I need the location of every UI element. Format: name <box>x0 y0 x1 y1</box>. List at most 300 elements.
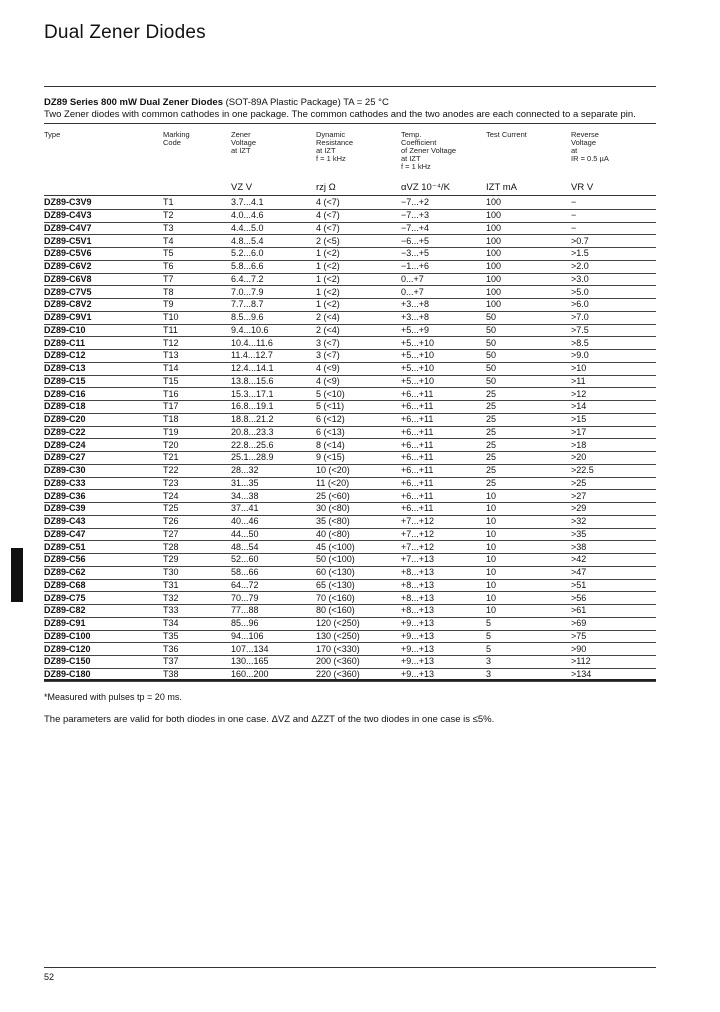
dynamic-resistance-cell: 4 (<7) <box>316 209 401 222</box>
test-current-cell: 25 <box>486 426 571 439</box>
zener-voltage-cell: 15.3...17.1 <box>231 388 316 401</box>
type-cell: DZ89-C8V2 <box>44 299 163 312</box>
temp-coefficient-cell: +9...+13 <box>401 668 486 681</box>
temp-coefficient-cell: +6...+11 <box>401 388 486 401</box>
zener-voltage-cell: 4.0...4.6 <box>231 209 316 222</box>
dynamic-resistance-cell: 1 (<2) <box>316 299 401 312</box>
test-current-cell: 10 <box>486 592 571 605</box>
series-package: (SOT-89A Plastic Package) TA = 25 °C <box>222 97 389 108</box>
test-current-cell: 100 <box>486 209 571 222</box>
temp-coefficient-cell: −7...+4 <box>401 222 486 235</box>
zener-voltage-cell: 5.2...6.0 <box>231 248 316 261</box>
test-current-cell: 50 <box>486 375 571 388</box>
type-cell: DZ89-C12 <box>44 350 163 363</box>
dynamic-resistance-cell: 9 (<15) <box>316 452 401 465</box>
table-row <box>44 235 656 248</box>
reverse-voltage-cell: >8.5 <box>571 337 656 350</box>
marking-cell: T26 <box>163 515 231 528</box>
zener-voltage-cell: 44...50 <box>231 528 316 541</box>
reverse-voltage-cell: >11 <box>571 375 656 388</box>
zener-voltage-cell: 9.4...10.6 <box>231 324 316 337</box>
marking-cell: T23 <box>163 477 231 490</box>
marking-cell: T34 <box>163 617 231 630</box>
temp-coefficient-cell: +6...+11 <box>401 426 486 439</box>
type-cell: DZ89-C91 <box>44 617 163 630</box>
table-end-rule <box>44 679 656 681</box>
test-current-cell: 50 <box>486 337 571 350</box>
type-cell: DZ89-C20 <box>44 413 163 426</box>
table-row <box>44 388 656 401</box>
test-current-cell: 5 <box>486 617 571 630</box>
zener-voltage-cell: 3.7...4.1 <box>231 197 316 209</box>
reverse-voltage-cell: >1.5 <box>571 248 656 261</box>
series-description: Two Zener diodes with common cathodes in one package. The common cathodes and the two anodes are each connected to a separate pin. <box>44 109 636 120</box>
marking-cell: T14 <box>163 362 231 375</box>
table-row <box>44 197 656 209</box>
test-current-cell: 10 <box>486 541 571 554</box>
top-rule <box>44 86 656 87</box>
table-row <box>44 209 656 222</box>
temp-coefficient-cell: −7...+2 <box>401 197 486 209</box>
test-current-cell: 100 <box>486 235 571 248</box>
test-current-cell: 100 <box>486 286 571 299</box>
zener-voltage-cell: 37...41 <box>231 503 316 516</box>
test-current-cell: 100 <box>486 299 571 312</box>
test-current-cell: 50 <box>486 362 571 375</box>
dynamic-resistance-cell: 65 (<130) <box>316 579 401 592</box>
header-rule <box>44 123 656 124</box>
zener-voltage-cell: 52...60 <box>231 554 316 567</box>
table-row <box>44 362 656 375</box>
test-current-cell: 100 <box>486 248 571 261</box>
temp-coefficient-cell: +6...+11 <box>401 452 486 465</box>
zener-voltage-cell: 77...88 <box>231 605 316 618</box>
temp-coefficient-cell: +6...+11 <box>401 401 486 414</box>
type-cell: DZ89-C180 <box>44 668 163 681</box>
zener-voltage-cell: 16.8...19.1 <box>231 401 316 414</box>
marking-cell: T13 <box>163 350 231 363</box>
reverse-voltage-cell: >27 <box>571 490 656 503</box>
table-row <box>44 439 656 452</box>
marking-cell: T3 <box>163 222 231 235</box>
unit-temp-coefficient: αVZ 10⁻⁴/K <box>401 182 450 193</box>
test-current-cell: 50 <box>486 324 571 337</box>
type-cell: DZ89-C39 <box>44 503 163 516</box>
temp-coefficient-cell: +6...+11 <box>401 503 486 516</box>
table-row <box>44 286 656 299</box>
zener-voltage-cell: 64...72 <box>231 579 316 592</box>
temp-coefficient-cell: +6...+11 <box>401 464 486 477</box>
temp-coefficient-cell: +6...+11 <box>401 477 486 490</box>
marking-cell: T27 <box>163 528 231 541</box>
type-cell: DZ89-C16 <box>44 388 163 401</box>
type-cell: DZ89-C10 <box>44 324 163 337</box>
test-current-cell: 10 <box>486 605 571 618</box>
temp-coefficient-cell: +5...+9 <box>401 324 486 337</box>
reverse-voltage-cell: − <box>571 197 656 209</box>
unit-test-current: IZT mA <box>486 182 517 193</box>
test-current-cell: 25 <box>486 464 571 477</box>
table-row <box>44 592 656 605</box>
reverse-voltage-cell: >25 <box>571 477 656 490</box>
marking-cell: T5 <box>163 248 231 261</box>
test-current-cell: 3 <box>486 668 571 681</box>
table-row <box>44 401 656 414</box>
reverse-voltage-cell: >75 <box>571 630 656 643</box>
type-cell: DZ89-C4V7 <box>44 222 163 235</box>
reverse-voltage-cell: >42 <box>571 554 656 567</box>
type-cell: DZ89-C82 <box>44 605 163 618</box>
marking-cell: T8 <box>163 286 231 299</box>
table-row <box>44 477 656 490</box>
marking-cell: T18 <box>163 413 231 426</box>
type-cell: DZ89-C68 <box>44 579 163 592</box>
temp-coefficient-cell: +6...+11 <box>401 413 486 426</box>
type-cell: DZ89-C47 <box>44 528 163 541</box>
dynamic-resistance-cell: 40 (<80) <box>316 528 401 541</box>
temp-coefficient-cell: +9...+13 <box>401 656 486 669</box>
zener-voltage-cell: 10.4...11.6 <box>231 337 316 350</box>
test-current-cell: 3 <box>486 656 571 669</box>
marking-cell: T15 <box>163 375 231 388</box>
temp-coefficient-cell: +3...+8 <box>401 299 486 312</box>
zener-voltage-cell: 58...66 <box>231 566 316 579</box>
marking-cell: T11 <box>163 324 231 337</box>
table-row <box>44 260 656 273</box>
table-row <box>44 643 656 656</box>
unit-dynamic-resistance: rzj Ω <box>316 182 336 193</box>
dynamic-resistance-cell: 3 (<7) <box>316 350 401 363</box>
dynamic-resistance-cell: 4 (<7) <box>316 197 401 209</box>
dynamic-resistance-cell: 60 (<130) <box>316 566 401 579</box>
marking-cell: T29 <box>163 554 231 567</box>
test-current-cell: 10 <box>486 566 571 579</box>
zener-voltage-cell: 130...165 <box>231 656 316 669</box>
header-zener-voltage: Zener Voltage at IZT <box>231 130 257 155</box>
marking-cell: T20 <box>163 439 231 452</box>
zener-diode-table <box>44 197 656 682</box>
table-row <box>44 515 656 528</box>
zener-voltage-cell: 5.8...6.6 <box>231 260 316 273</box>
reverse-voltage-cell: >61 <box>571 605 656 618</box>
test-current-cell: 25 <box>486 477 571 490</box>
reverse-voltage-cell: >38 <box>571 541 656 554</box>
reverse-voltage-cell: >14 <box>571 401 656 414</box>
header-marking: Marking Code <box>163 130 190 147</box>
pulse-note: *Measured with pulses tp = 20 ms. <box>44 692 182 702</box>
type-cell: DZ89-C7V5 <box>44 286 163 299</box>
dynamic-resistance-cell: 130 (<250) <box>316 630 401 643</box>
header-test-current: Test Current <box>486 130 527 139</box>
zener-voltage-cell: 22.8...25.6 <box>231 439 316 452</box>
dynamic-resistance-cell: 1 (<2) <box>316 248 401 261</box>
dynamic-resistance-cell: 1 (<2) <box>316 273 401 286</box>
dynamic-resistance-cell: 10 (<20) <box>316 464 401 477</box>
marking-cell: T22 <box>163 464 231 477</box>
reverse-voltage-cell: >18 <box>571 439 656 452</box>
zener-voltage-cell: 4.8...5.4 <box>231 235 316 248</box>
table-row <box>44 375 656 388</box>
zener-voltage-cell: 40...46 <box>231 515 316 528</box>
dynamic-resistance-cell: 2 (<5) <box>316 235 401 248</box>
table-row <box>44 337 656 350</box>
type-cell: DZ89-C4V3 <box>44 209 163 222</box>
test-current-cell: 50 <box>486 311 571 324</box>
marking-cell: T19 <box>163 426 231 439</box>
reverse-voltage-cell: >56 <box>571 592 656 605</box>
test-current-cell: 5 <box>486 630 571 643</box>
table-row <box>44 503 656 516</box>
dynamic-resistance-cell: 1 (<2) <box>316 286 401 299</box>
dynamic-resistance-cell: 200 (<360) <box>316 656 401 669</box>
table-row <box>44 311 656 324</box>
header-reverse-voltage: Reverse Voltage at IR = 0.5 µA <box>571 130 609 163</box>
type-cell: DZ89-C51 <box>44 541 163 554</box>
reverse-voltage-cell: >12 <box>571 388 656 401</box>
reverse-voltage-cell: >2.0 <box>571 260 656 273</box>
marking-cell: T12 <box>163 337 231 350</box>
marking-cell: T37 <box>163 656 231 669</box>
dynamic-resistance-cell: 70 (<160) <box>316 592 401 605</box>
dynamic-resistance-cell: 3 (<7) <box>316 337 401 350</box>
dynamic-resistance-cell: 6 (<13) <box>316 426 401 439</box>
test-current-cell: 5 <box>486 643 571 656</box>
zener-voltage-cell: 7.7...8.7 <box>231 299 316 312</box>
marking-cell: T32 <box>163 592 231 605</box>
marking-cell: T2 <box>163 209 231 222</box>
type-cell: DZ89-C5V6 <box>44 248 163 261</box>
dynamic-resistance-cell: 120 (<250) <box>316 617 401 630</box>
type-cell: DZ89-C33 <box>44 477 163 490</box>
table-row <box>44 554 656 567</box>
dynamic-resistance-cell: 2 (<4) <box>316 311 401 324</box>
type-cell: DZ89-C15 <box>44 375 163 388</box>
table-row <box>44 273 656 286</box>
test-current-cell: 100 <box>486 273 571 286</box>
table-row <box>44 426 656 439</box>
marking-cell: T10 <box>163 311 231 324</box>
type-cell: DZ89-C27 <box>44 452 163 465</box>
page-number: 52 <box>44 972 55 982</box>
unit-reverse-voltage: VR V <box>571 182 594 193</box>
type-cell: DZ89-C5V1 <box>44 235 163 248</box>
reverse-voltage-cell: >22.5 <box>571 464 656 477</box>
dynamic-resistance-cell: 25 (<60) <box>316 490 401 503</box>
temp-coefficient-cell: 0...+7 <box>401 286 486 299</box>
dynamic-resistance-cell: 45 (<100) <box>316 541 401 554</box>
table-row <box>44 566 656 579</box>
temp-coefficient-cell: −7...+3 <box>401 209 486 222</box>
reverse-voltage-cell: >32 <box>571 515 656 528</box>
zener-voltage-cell: 8.5...9.6 <box>231 311 316 324</box>
temp-coefficient-cell: +5...+10 <box>401 375 486 388</box>
header-dynamic-resistance: Dynamic Resistance at IZT f = 1 kHz <box>316 130 354 163</box>
footer-rule <box>44 967 656 968</box>
test-current-cell: 100 <box>486 222 571 235</box>
reverse-voltage-cell: >15 <box>571 413 656 426</box>
test-current-cell: 10 <box>486 490 571 503</box>
reverse-voltage-cell: >10 <box>571 362 656 375</box>
dynamic-resistance-cell: 6 (<12) <box>316 413 401 426</box>
table-row <box>44 464 656 477</box>
zener-voltage-cell: 7.0...7.9 <box>231 286 316 299</box>
dynamic-resistance-cell: 4 (<7) <box>316 222 401 235</box>
marking-cell: T4 <box>163 235 231 248</box>
marking-cell: T38 <box>163 668 231 681</box>
zener-voltage-cell: 11.4...12.7 <box>231 350 316 363</box>
marking-cell: T6 <box>163 260 231 273</box>
reverse-voltage-cell: >69 <box>571 617 656 630</box>
reverse-voltage-cell: >7.0 <box>571 311 656 324</box>
marking-cell: T35 <box>163 630 231 643</box>
reverse-voltage-cell: >35 <box>571 528 656 541</box>
table-row <box>44 579 656 592</box>
zener-voltage-cell: 70...79 <box>231 592 316 605</box>
type-cell: DZ89-C9V1 <box>44 311 163 324</box>
reverse-voltage-cell: >7.5 <box>571 324 656 337</box>
test-current-cell: 25 <box>486 401 571 414</box>
marking-cell: T7 <box>163 273 231 286</box>
temp-coefficient-cell: +7...+13 <box>401 554 486 567</box>
reverse-voltage-cell: >112 <box>571 656 656 669</box>
marking-cell: T28 <box>163 541 231 554</box>
table-row <box>44 541 656 554</box>
marking-cell: T33 <box>163 605 231 618</box>
type-cell: DZ89-C75 <box>44 592 163 605</box>
type-cell: DZ89-C100 <box>44 630 163 643</box>
dynamic-resistance-cell: 170 (<330) <box>316 643 401 656</box>
temp-coefficient-cell: +5...+10 <box>401 337 486 350</box>
type-cell: DZ89-C3V9 <box>44 197 163 209</box>
temp-coefficient-cell: +9...+13 <box>401 643 486 656</box>
dynamic-resistance-cell: 220 (<360) <box>316 668 401 681</box>
temp-coefficient-cell: +5...+10 <box>401 362 486 375</box>
zener-voltage-cell: 107...134 <box>231 643 316 656</box>
table-row <box>44 350 656 363</box>
temp-coefficient-cell: −1...+6 <box>401 260 486 273</box>
temp-coefficient-cell: +8...+13 <box>401 592 486 605</box>
marking-cell: T21 <box>163 452 231 465</box>
reverse-voltage-cell: >47 <box>571 566 656 579</box>
test-current-cell: 10 <box>486 579 571 592</box>
test-current-cell: 10 <box>486 503 571 516</box>
unit-rule <box>44 195 656 196</box>
dynamic-resistance-cell: 5 (<11) <box>316 401 401 414</box>
temp-coefficient-cell: +9...+13 <box>401 630 486 643</box>
marking-cell: T16 <box>163 388 231 401</box>
zener-voltage-cell: 94...106 <box>231 630 316 643</box>
series-name: DZ89 Series 800 mW Dual Zener Diodes <box>44 97 223 108</box>
temp-coefficient-cell: +8...+13 <box>401 605 486 618</box>
reverse-voltage-cell: >90 <box>571 643 656 656</box>
temp-coefficient-cell: +9...+13 <box>401 617 486 630</box>
header-type: Type <box>44 130 61 139</box>
type-cell: DZ89-C43 <box>44 515 163 528</box>
marking-cell: T1 <box>163 197 231 209</box>
test-current-cell: 25 <box>486 439 571 452</box>
type-cell: DZ89-C11 <box>44 337 163 350</box>
section-tab-marker <box>11 548 23 602</box>
dynamic-resistance-cell: 5 (<10) <box>316 388 401 401</box>
temp-coefficient-cell: +7...+12 <box>401 515 486 528</box>
type-cell: DZ89-C22 <box>44 426 163 439</box>
type-cell: DZ89-C30 <box>44 464 163 477</box>
zener-voltage-cell: 20.8...23.3 <box>231 426 316 439</box>
zener-voltage-cell: 31...35 <box>231 477 316 490</box>
type-cell: DZ89-C150 <box>44 656 163 669</box>
test-current-cell: 10 <box>486 554 571 567</box>
reverse-voltage-cell: >17 <box>571 426 656 439</box>
parameters-note: The parameters are valid for both diodes in one case. ΔVZ and ΔZZT of the two diodes in one case is ≤5%. <box>44 714 495 725</box>
test-current-cell: 50 <box>486 350 571 363</box>
temp-coefficient-cell: +7...+12 <box>401 528 486 541</box>
type-cell: DZ89-C6V2 <box>44 260 163 273</box>
dynamic-resistance-cell: 1 (<2) <box>316 260 401 273</box>
table-row <box>44 605 656 618</box>
zener-voltage-cell: 85...96 <box>231 617 316 630</box>
type-cell: DZ89-C18 <box>44 401 163 414</box>
dynamic-resistance-cell: 50 (<100) <box>316 554 401 567</box>
type-cell: DZ89-C13 <box>44 362 163 375</box>
dynamic-resistance-cell: 11 (<20) <box>316 477 401 490</box>
temp-coefficient-cell: +6...+11 <box>401 439 486 452</box>
reverse-voltage-cell: >51 <box>571 579 656 592</box>
test-current-cell: 100 <box>486 260 571 273</box>
temp-coefficient-cell: +8...+13 <box>401 566 486 579</box>
temp-coefficient-cell: +8...+13 <box>401 579 486 592</box>
temp-coefficient-cell: −3...+5 <box>401 248 486 261</box>
table-row <box>44 222 656 235</box>
temp-coefficient-cell: −6...+5 <box>401 235 486 248</box>
dynamic-resistance-cell: 30 (<80) <box>316 503 401 516</box>
dynamic-resistance-cell: 4 (<9) <box>316 362 401 375</box>
test-current-cell: 25 <box>486 388 571 401</box>
table-row <box>44 248 656 261</box>
type-cell: DZ89-C36 <box>44 490 163 503</box>
zener-voltage-cell: 28...32 <box>231 464 316 477</box>
reverse-voltage-cell: − <box>571 222 656 235</box>
page-title: Dual Zener Diodes <box>44 22 206 43</box>
reverse-voltage-cell: >20 <box>571 452 656 465</box>
zener-voltage-cell: 18.8...21.2 <box>231 413 316 426</box>
reverse-voltage-cell: − <box>571 209 656 222</box>
dynamic-resistance-cell: 4 (<9) <box>316 375 401 388</box>
table-row <box>44 452 656 465</box>
temp-coefficient-cell: 0...+7 <box>401 273 486 286</box>
marking-cell: T31 <box>163 579 231 592</box>
reverse-voltage-cell: >9.0 <box>571 350 656 363</box>
zener-voltage-cell: 4.4...5.0 <box>231 222 316 235</box>
reverse-voltage-cell: >134 <box>571 668 656 681</box>
temp-coefficient-cell: +7...+12 <box>401 541 486 554</box>
marking-cell: T25 <box>163 503 231 516</box>
dynamic-resistance-cell: 2 (<4) <box>316 324 401 337</box>
test-current-cell: 10 <box>486 515 571 528</box>
marking-cell: T30 <box>163 566 231 579</box>
zener-voltage-cell: 25.1...28.9 <box>231 452 316 465</box>
reverse-voltage-cell: >29 <box>571 503 656 516</box>
type-cell: DZ89-C6V8 <box>44 273 163 286</box>
table-row <box>44 413 656 426</box>
table-row <box>44 630 656 643</box>
temp-coefficient-cell: +5...+10 <box>401 350 486 363</box>
zener-voltage-cell: 13.8...15.6 <box>231 375 316 388</box>
test-current-cell: 10 <box>486 528 571 541</box>
marking-cell: T9 <box>163 299 231 312</box>
header-temp-coefficient: Temp. Coefficient of Zener Voltage at IZT f = 1 kHz <box>401 130 457 171</box>
table-row <box>44 324 656 337</box>
marking-cell: T24 <box>163 490 231 503</box>
